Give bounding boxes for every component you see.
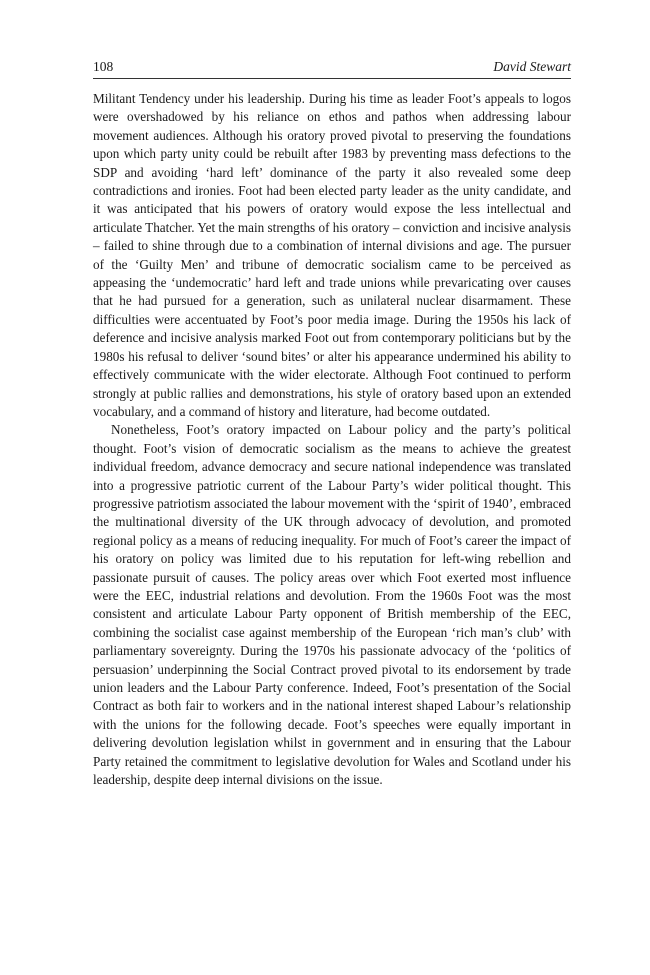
paragraph: Militant Tendency under his leadership. During his time as leader Foot’s appeals to logos were overshadowed by his reliance on ethos and pathos when addressing labour movement audiences. Although his oratory proved pivotal to preserving the foundations upon which party unity could be rebuilt after 1983 by preventing mass defections to the SDP and avoiding ‘hard left’ dominance of the party it also revealed some deep contradictions and ironies. Foot had been elected party leader as the unity candidate, and it was anticipated that his powers of oratory would expose the less intellectual and articulate Thatcher. Yet the main strengths of his oratory – conviction and incisive analysis – failed to shine through due to a combination of internal divisions and age. The pursuer of the ‘Guilty Men’ and tribune of democratic socialism came to be perceived as appeasing the ‘undemocratic’ hard left and trade unions while prevaricating over causes that he had pursued for a generation, such as unilateral nuclear disarmament. These difficulties were accentuated by Foot’s poor media image. During the 1950s his lack of deference and incisive analysis marked Foot out from contemporary politicians but by the 1980s his refusal to deliver ‘sound bites’ or alter his appearance undermined his ability to effectively communicate with the wider electorate. Although Foot continued to perform strongly at public rallies and demonstrations, his style of oratory based upon an extended vocabulary, and a command of history and literature, had become outdated. [93,91,571,419]
body-text [93,90,571,789]
paragraph: Nonetheless, Foot’s oratory impacted on Labour policy and the party’s political thought. Foot’s vision of democratic socialism as the means to achieve the greatest individual freedom, advance democracy and secure national independence was translated into a progressive patriotic current of the Labour Party’s wider political thought. This progressive patriotism associated the labour movement with the ‘spirit of 1940’, embraced the multinational diversity of the UK through advocacy of devolution, and promoted regional policy as a means of reducing inequality. For much of Foot’s career the impact of his oratory on policy was limited due to his reputation for left-wing rebellion and passionate pursuit of causes. The policy areas over which Foot exerted most influence were the EEC, industrial relations and devolution. From the 1960s Foot was the most consistent and articulate Labour Party opponent of British membership of the EEC, combining the socialist case against membership of the European ‘rich man’s club’ with parliamentary sovereignty. During the 1970s his passionate advocacy of the ‘politics of persuasion’ underpinning the Social Contract proved pivotal to its endorsement by trade union leaders and the Labour Party conference. Indeed, Foot’s presentation of the Social Contract as both fair to workers and in the national interest shaped Labour’s relationship with the unions for the following decade. Foot’s speeches were equally important in delivering devolution legislation whilst in government and in ensuring that the Labour Party retained the commitment to legislative devolution for Wales and Scotland under his leadership, despite deep internal divisions on the issue. [93,422,571,788]
running-head-author: David Stewart [493,59,571,74]
running-head [93,57,571,77]
page-number: 108 [93,59,114,74]
header-rule [93,78,571,79]
